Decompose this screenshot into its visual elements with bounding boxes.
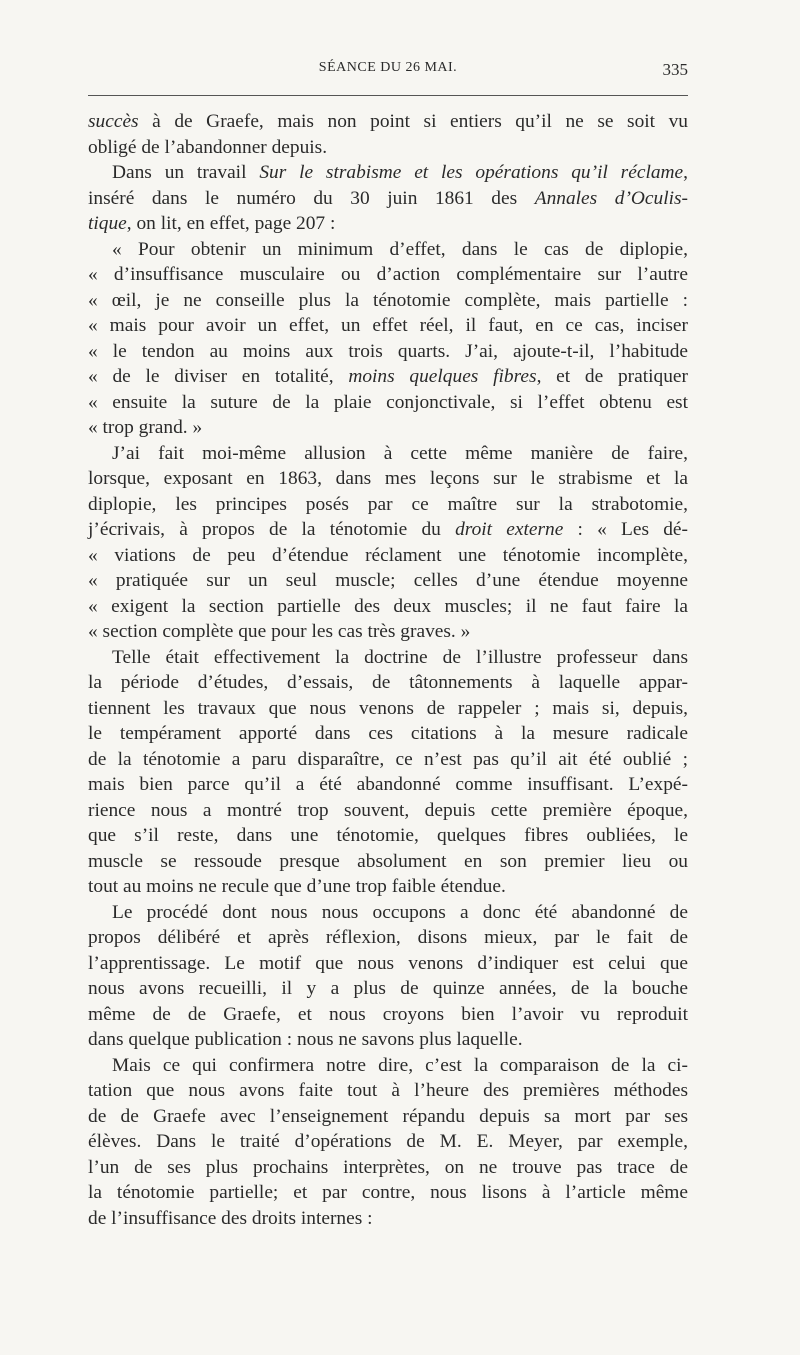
text-span: que s’il reste, dans une ténotomie, quelques fibres oubliées, le bbox=[88, 825, 688, 846]
text-line bbox=[88, 900, 688, 926]
text-span: inséré dans le numéro du 30 juin 1861 des bbox=[88, 187, 535, 209]
text-line bbox=[88, 441, 688, 467]
text-line bbox=[88, 721, 688, 747]
text-line bbox=[88, 160, 688, 186]
text-span: élèves. Dans le traité d’opérations de M. E. Meyer, par exemple, bbox=[88, 1131, 688, 1152]
text-span: la ténotomie partielle; et par contre, nous lisons à l’article même bbox=[88, 1182, 688, 1203]
text-span: « exigent la section partielle des deux muscles; il ne faut faire la bbox=[88, 595, 688, 617]
body-text bbox=[88, 109, 688, 1231]
text-span: « le tendon au moins aux trois quarts. J’ai, ajoute-t-il, l’habitude bbox=[88, 340, 688, 362]
text-line bbox=[88, 925, 688, 951]
text-line bbox=[88, 1129, 688, 1155]
text-line bbox=[88, 237, 688, 263]
text-span: de de Graefe avec l’enseignement répandu depuis sa mort par ses bbox=[88, 1105, 688, 1127]
text-line bbox=[88, 798, 688, 824]
text-line bbox=[88, 211, 688, 237]
text-line bbox=[88, 1053, 688, 1079]
text-line bbox=[88, 262, 688, 288]
italic-span: moins quelques fibres bbox=[348, 366, 537, 387]
text-line bbox=[88, 543, 688, 569]
text-line bbox=[88, 1027, 688, 1053]
text-span: tout au moins ne recule que d’une trop faible étendue. bbox=[88, 876, 506, 897]
text-line bbox=[88, 1155, 688, 1181]
text-span: « ensuite la suture de la plaie conjonctivale, si l’effet obtenu est bbox=[88, 391, 688, 413]
text-span: Dans un travail bbox=[112, 162, 260, 183]
text-span: « pratiquée sur un seul muscle; celles d’une étendue moyenne bbox=[88, 570, 688, 591]
text-line bbox=[88, 619, 688, 645]
italic-span: succès bbox=[88, 111, 139, 132]
text-span: « d’insuffisance musculaire ou d’action complémentaire sur l’autre bbox=[88, 264, 688, 285]
text-line bbox=[88, 135, 688, 161]
text-span: nous avons recueilli, il y a plus de quinze années, de la bouche bbox=[88, 978, 688, 999]
text-line bbox=[88, 696, 688, 722]
page-number: 335 bbox=[662, 60, 688, 79]
text-line bbox=[88, 594, 688, 620]
text-line bbox=[88, 415, 688, 441]
text-line bbox=[88, 747, 688, 773]
text-line bbox=[88, 568, 688, 594]
text-line bbox=[88, 874, 688, 900]
text-line bbox=[88, 1078, 688, 1104]
text-span: dans quelque publication : nous ne savons plus laquelle. bbox=[88, 1029, 523, 1050]
text-span: muscle se ressoude presque absolument en son premier lieu ou bbox=[88, 850, 688, 872]
text-line bbox=[88, 288, 688, 314]
header-rule bbox=[88, 95, 688, 96]
text-line bbox=[88, 186, 688, 212]
text-span: « section complète que pour les cas très graves. » bbox=[88, 621, 471, 642]
text-span: diplopie, les principes posés par ce maître sur la strabotomie, bbox=[88, 493, 688, 515]
text-line bbox=[88, 645, 688, 671]
text-span: , bbox=[683, 162, 688, 183]
text-span: l’un de ses plus prochains interprètes, on ne trouve pas trace de bbox=[88, 1156, 688, 1178]
text-span: l’apprentissage. Le motif que nous venons d’indiquer est celui que bbox=[88, 952, 688, 974]
text-line bbox=[88, 517, 688, 543]
text-span: j’écrivais, à propos de la ténotomie du bbox=[88, 519, 456, 540]
text-line bbox=[88, 1180, 688, 1206]
text-line bbox=[88, 390, 688, 416]
text-span: Le procédé dont nous nous occupons a donc été abandonné de bbox=[112, 901, 688, 923]
text-span: « viations de peu d’étendue réclament une ténotomie incomplète, bbox=[88, 544, 688, 566]
italic-span: Sur le strabisme et les opérations qu’il réclame bbox=[259, 162, 684, 183]
text-span: mais bien parce qu’il a été abandonné comme insuffisant. L’expé- bbox=[88, 774, 688, 795]
text-span: Telle était effectivement la doctrine de l’illustre professeur dans bbox=[112, 646, 688, 668]
text-line bbox=[88, 670, 688, 696]
text-span: « trop grand. » bbox=[88, 417, 203, 438]
text-span: tation que nous avons faite tout à l’heure des premières méthodes bbox=[88, 1080, 688, 1101]
text-line bbox=[88, 492, 688, 518]
text-line bbox=[88, 823, 688, 849]
italic-span: tique bbox=[88, 213, 127, 234]
text-line bbox=[88, 1104, 688, 1130]
text-line bbox=[88, 364, 688, 390]
text-span: « de le diviser en totalité, bbox=[88, 366, 349, 387]
text-span: « mais pour avoir un effet, un effet réel, il faut, en ce cas, inciser bbox=[88, 315, 688, 336]
text-span: Mais ce qui confirmera notre dire, c’est la comparaison de la ci- bbox=[112, 1054, 688, 1076]
text-line bbox=[88, 466, 688, 492]
text-span: J’ai fait moi-même allusion à cette même manière de faire, bbox=[112, 442, 688, 464]
text-span: de l’insuffisance des droits internes : bbox=[88, 1207, 373, 1229]
text-line bbox=[88, 772, 688, 798]
text-span: tiennent les travaux que nous venons de rappeler ; mais si, depuis, bbox=[88, 697, 688, 719]
running-head: SÉANCE DU 26 MAI. bbox=[318, 60, 458, 75]
text-line bbox=[88, 1002, 688, 1028]
text-span: même de de Graefe, et nous croyons bien l’avoir vu reproduit bbox=[88, 1003, 688, 1025]
text-span: la période d’études, d’essais, de tâtonnements à laquelle appar- bbox=[88, 672, 688, 693]
text-line bbox=[88, 109, 688, 135]
text-span: rience nous a montré trop souvent, depuis cette première époque, bbox=[88, 799, 688, 821]
text-span: « Pour obtenir un minimum d’effet, dans le cas de diplopie, bbox=[112, 238, 688, 260]
text-span: : « Les dé- bbox=[563, 519, 688, 540]
text-span: de la ténotomie a paru disparaître, ce n’est pas qu’il ait été oublié ; bbox=[88, 748, 688, 770]
text-span: à de Graefe, mais non point si entiers qu’il ne se soit vu bbox=[138, 111, 688, 132]
text-span: propos délibéré et après réflexion, disons mieux, par le fait de bbox=[88, 927, 688, 948]
text-line bbox=[88, 1206, 688, 1232]
text-span: , on lit, en effet, page 207 : bbox=[126, 213, 336, 234]
text-span: lorsque, exposant en 1863, dans mes leçons sur le strabisme et la bbox=[88, 468, 688, 489]
text-span: , et de pratiquer bbox=[536, 366, 688, 387]
italic-span: Annales d’Oculis- bbox=[534, 187, 688, 209]
italic-span: droit externe bbox=[455, 519, 564, 540]
page-header bbox=[88, 60, 688, 84]
text-line bbox=[88, 976, 688, 1002]
text-line bbox=[88, 849, 688, 875]
text-line bbox=[88, 951, 688, 977]
text-span: obligé de l’abandonner depuis. bbox=[88, 136, 328, 158]
text-span: « œil, je ne conseille plus la ténotomie complète, mais partielle : bbox=[88, 289, 688, 311]
text-span: le tempérament apporté dans ces citations à la mesure radicale bbox=[88, 723, 688, 744]
text-line bbox=[88, 339, 688, 365]
text-line bbox=[88, 313, 688, 339]
